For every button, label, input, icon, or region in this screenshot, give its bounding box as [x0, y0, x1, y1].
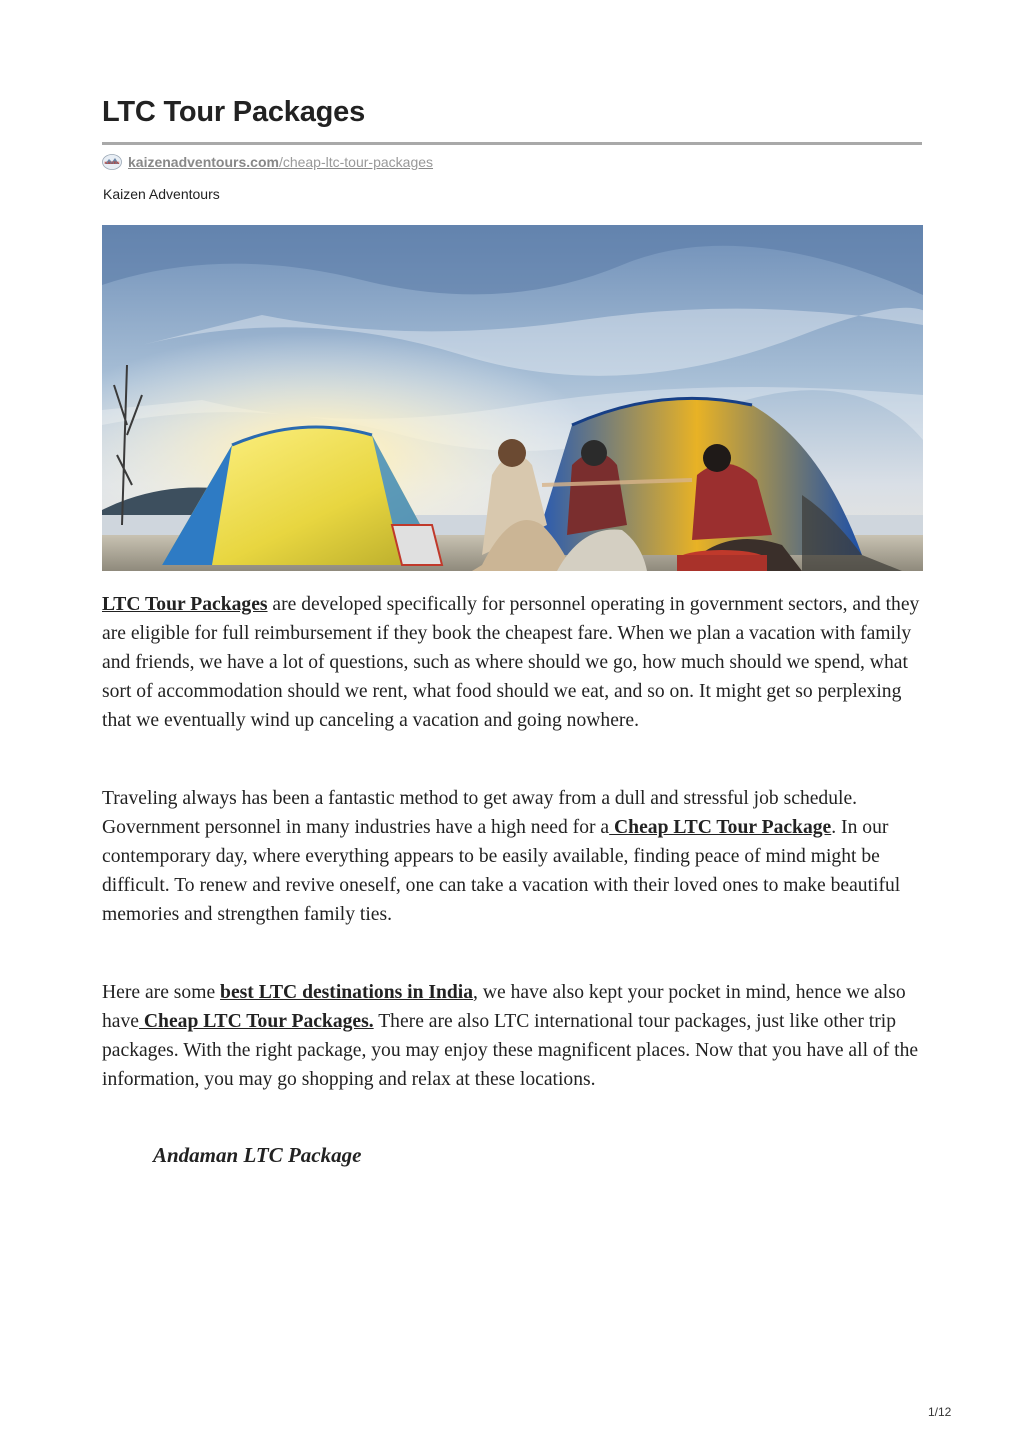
title-divider: [102, 142, 922, 145]
paragraph-text: Traveling always has been a fantastic method to get away from a dull and stressful job schedule. Government personnel in many industries have a high need for a: [102, 788, 858, 838]
best-ltc-destinations-link[interactable]: best LTC destinations in India: [220, 982, 474, 1003]
hero-image: [102, 225, 923, 571]
andaman-subheading: Andaman LTC Package: [153, 1143, 362, 1167]
svg-text:KAIZEN: KAIZEN: [104, 160, 120, 165]
source-row: [102, 152, 433, 172]
travel-paragraph: [102, 784, 924, 929]
kaizen-logo-icon: [102, 154, 122, 170]
source-url-link[interactable]: [128, 154, 433, 170]
source-domain: kaizenadventours.com: [128, 154, 279, 170]
page-number: 1/12: [928, 1405, 952, 1419]
source-path: /cheap-ltc-tour-packages: [278, 154, 434, 170]
cheap-ltc-tour-package-link[interactable]: Cheap LTC Tour Package: [609, 817, 832, 838]
paragraph-text: . In our contemporary day, where everything appears to be easily available, finding peace of mind might be difficult. To renew and revive oneself, one can take a vacation with their loved ones to make beautiful memories and strengthen family ties.: [102, 817, 901, 925]
paragraph-text: are developed specifically for personnel operating in government sectors, and they are eligible for full reimbursement if they book the cheapest fare. When we plan a vacation with family and friends, we have a lot of questions, such as where should we go, how much should we spend, what sort of accommodation should we rent, what food should we eat, and so on. It might get so perplexing that we eventually wind up canceling a vacation and going nowhere.: [102, 594, 920, 731]
intro-paragraph: [102, 590, 924, 735]
page-title: LTC Tour Packages: [102, 96, 366, 128]
paragraph-text: There are also LTC international tour packages, just like other trip packages. With the right package, you may enjoy these magnificent places. Now that you have all of the information, you may go shopping and relax at these locations.: [102, 1011, 919, 1090]
ltc-tour-packages-link[interactable]: LTC Tour Packages: [102, 594, 268, 615]
paragraph-text: , we have also kept your pocket in mind, hence we also have: [102, 982, 906, 1032]
author-name: Kaizen Adventours: [103, 186, 220, 202]
paragraph-text: Here are some: [102, 982, 221, 1003]
destinations-paragraph: [102, 978, 924, 1094]
cheap-ltc-tour-packages-link[interactable]: Cheap LTC Tour Packages.: [139, 1011, 374, 1032]
